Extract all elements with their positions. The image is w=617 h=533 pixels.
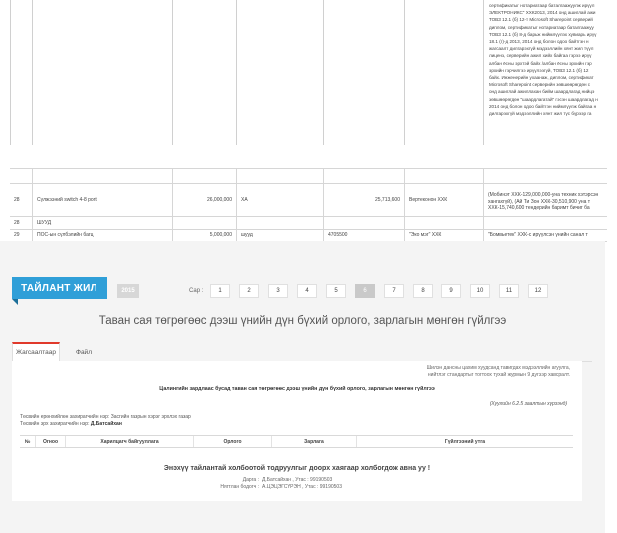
table-row (10, 216, 607, 229)
month-button-2[interactable]: 2 (239, 284, 259, 298)
contact-accountant-label: Нягтлан бодогч : (220, 484, 259, 490)
procurement-type: шууд (236, 230, 323, 241)
tab-list[interactable]: Жагсаалтаар (12, 342, 60, 362)
page-title: Таван сая төгрөгөөс дээш үнийн дүн бүхий орлого, зарлагын мөнгөн гүйлгээ (98, 315, 507, 327)
month-button-1[interactable]: 1 (210, 284, 230, 298)
contact-head-value: Д.Батсайхан , Утас : 99190503 (262, 477, 333, 483)
month-button-4[interactable]: 4 (297, 284, 317, 298)
budget-owner-line: Төсвийн ерөнхийлөн захирагчийн нэр: Засгийн газрын хэрэг эрхлэх газар (20, 414, 191, 420)
budget-amount: 5,000,000 (172, 230, 236, 241)
month-label: Сар : (189, 288, 204, 294)
table-divider (236, 0, 237, 145)
table-divider (172, 0, 173, 145)
month-button-12[interactable]: 12 (528, 284, 548, 298)
column-header-income: Орлого (193, 436, 271, 447)
month-button-8[interactable]: 8 (413, 284, 433, 298)
evaluation-note: (Мобинэт ХХК-129,000,000-уна техник хэтэрсэн хангахгүй), (Ай Ти Зон ХХК-30,510,900 уна т ХХК-15,740,600 тендерийн баримт бичиг ба (483, 184, 607, 216)
contract-price: 4705500 (323, 230, 404, 241)
row-number: 29 (14, 232, 20, 239)
item-name: ШУУД (32, 217, 172, 229)
table-divider (10, 0, 11, 145)
row-number: 28 (14, 196, 20, 203)
report-year-ribbon: ТАЙЛАНТ ЖИЛ (12, 277, 107, 299)
column-header-number: № (24, 438, 31, 445)
view-tabs (12, 342, 592, 362)
month-button-9[interactable]: 9 (441, 284, 461, 298)
table-row (10, 183, 607, 216)
column-header-date: Огноо (35, 436, 65, 447)
month-button-7[interactable]: 7 (384, 284, 404, 298)
contact-head-label: Дарга : (242, 477, 259, 483)
item-name: Сүлжээний switch 4-8 port (32, 184, 172, 216)
ribbon-tail (96, 277, 106, 299)
budget-manager-line (20, 421, 122, 427)
table-divider (404, 0, 405, 145)
month-button-6[interactable]: 6 (355, 284, 375, 298)
budget-amount: 26,000,000 (172, 184, 236, 216)
month-button-10[interactable]: 10 (470, 284, 490, 298)
contact-head (207, 477, 332, 483)
supplier-company: Вертеконон ХХК (404, 184, 483, 216)
budget-manager-label: Төсвийн эрх захирагчийн нэр: (20, 421, 90, 427)
transactions-table-header (20, 435, 573, 448)
evaluation-note: сертификатыг нотариатаар баталгаажуулж ирүүл ЭЛЕКТРОНИКС" ХХК2013, 2014 онд ашиглай ажи ТОВЗ 12.1 (б) 12-т Microsoft Sharepoint серверий диплом, сертификатыг нотариатаар баталгаажуу ТОВЗ 12.1 (б) 8-д барьж ниймлүүлэх хувиарь ирүү 18.1 (г)-д 2013, 2014 онд болон одоо байтгэн н жагсаалт дилгарэхгүй мэдээллийн хянт жил түүл лиценз, серверийн ажил хийх байгаа гэрээ ирүү албан ёсны эрхтэй байх /албан ёсны эрхийн гэр эрхийн гэрчилгээ ирүүлээгүй, ТОВЗ 12.1 (б) 12 байх. Инженерийн ухаанаж, диплом, сертификат Microsoft Sharepoint серверийн зөвшөөрөгдөн с онд ашиглай ажиллахан бийм шаардлагад нийцэ зөвшөөрөгдөн "шаардлагатай" гэсэн шаардлагад н 2014 онд болон одоо байтгэн ниймлүүлж байгаа н дилгарэхгүй мэдээллийн хянт жил түс бүрээр га (489, 3, 598, 117)
ribbon-fold (12, 299, 18, 305)
table-divider (483, 0, 484, 145)
contact-accountant-value: А.ЦЭЦЭГСҮРЭН , Утас : 99190503 (262, 484, 342, 490)
row-number: 28 (14, 219, 20, 226)
month-button-3[interactable]: 3 (268, 284, 288, 298)
column-header-description: Гүйлгээний утга (356, 436, 573, 447)
report-card (12, 361, 582, 501)
top-table-fragment (0, 0, 605, 145)
year-selector[interactable]: 2015 (117, 284, 139, 298)
column-header-partner: Харилцагч байгууллага (65, 436, 193, 447)
column-header-expense: Зарлага (271, 436, 356, 447)
item-name: ПОС-ын сүлбэлийн багц (32, 230, 172, 241)
budget-manager-name: Д.Батсайхан (90, 421, 122, 427)
month-button-11[interactable]: 11 (499, 284, 519, 298)
month-button-5[interactable]: 5 (326, 284, 346, 298)
evaluation-note: "Бомвьетек" ХХК-с ирүүлсэн үнийн санал т (483, 230, 607, 241)
procurement-type: ХА (236, 184, 323, 216)
tab-file[interactable]: Файл (76, 348, 92, 356)
contact-question: Энэхүү тайлантай холбоотой тодруулгыг доорх хаягаар холбогдож авна уу ! (163, 465, 431, 472)
contact-accountant (207, 484, 342, 490)
table-divider (323, 0, 324, 145)
supplier-company: "Эко мэг" ХХК (404, 230, 483, 241)
report-heading: Цалингийн зардлаас бусад таван сая төгрөгөөс дээш үнийн дүн бүхий орлого, зарлагын мөнгөн гүйлгээ (159, 386, 435, 392)
table-divider (32, 0, 33, 145)
table-row (10, 168, 607, 183)
contract-price: 25,713,600 (323, 184, 404, 216)
law-reference: (Хуулийн 6.2.5 заалтын хүрээнд) (489, 401, 567, 407)
regulation-notice: Шилэн дансны цахим хуудсанд тавигдах мэдээллийн агуулга, нийтлэг стандартыг тогтоох тухай журмын 9 дүгээр хавсралт. (426, 365, 570, 378)
